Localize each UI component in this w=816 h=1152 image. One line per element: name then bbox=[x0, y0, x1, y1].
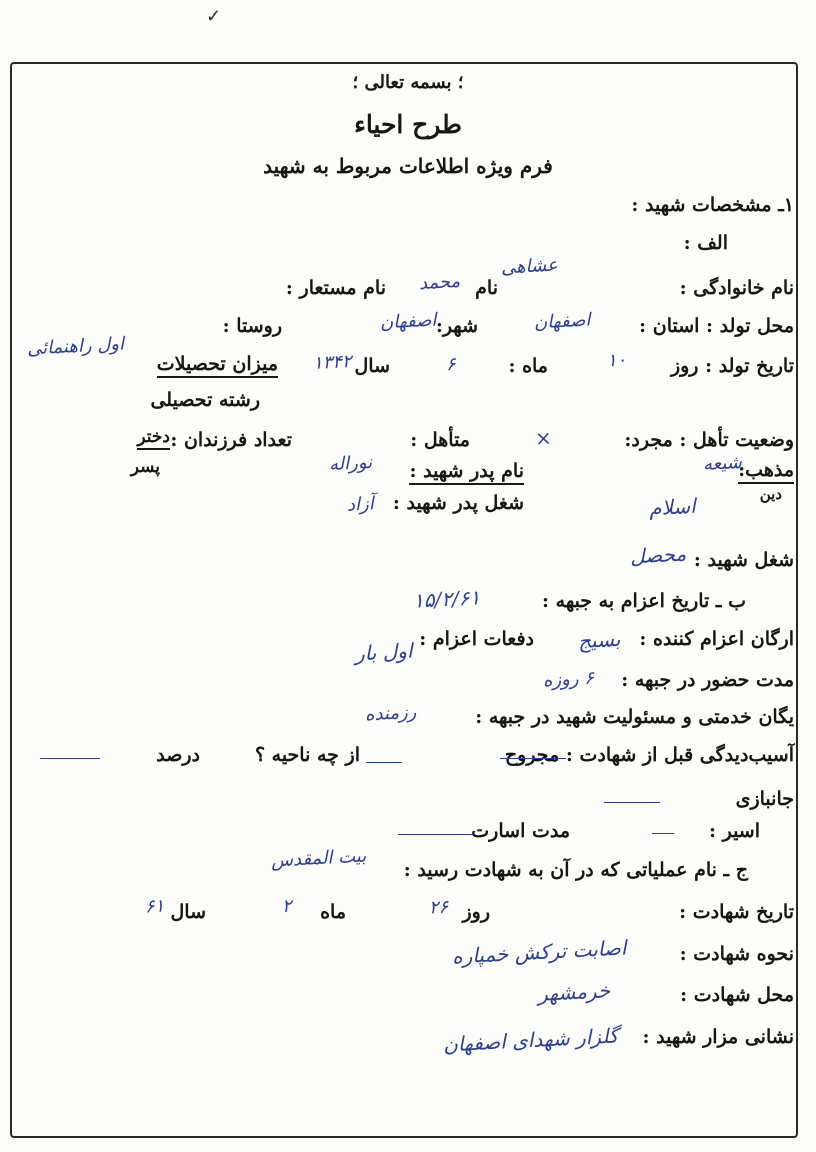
captive-dash bbox=[652, 833, 674, 834]
place-value: خرمشهر bbox=[537, 978, 611, 1006]
children-son: پسر bbox=[130, 457, 160, 477]
pseudonym-label: نام مستعار : bbox=[285, 277, 386, 299]
operation-value: بیت المقدس bbox=[270, 845, 367, 872]
dispatch-date-label: ب ـ تاریخ اعزام به جبهه : bbox=[542, 590, 746, 612]
first-name-label: نام bbox=[475, 277, 498, 299]
dispatch-count-value: اول بار bbox=[353, 638, 413, 666]
family-name-value: عشاهی bbox=[500, 254, 559, 279]
education-label: میزان تحصیلات bbox=[157, 355, 278, 378]
family-name-label: نام خانوادگی : bbox=[679, 277, 794, 299]
province-value: اصفهان bbox=[533, 309, 591, 334]
martyrdom-day-label: روز bbox=[462, 901, 490, 923]
area-dash bbox=[500, 758, 566, 759]
sect-value: شیعه bbox=[702, 451, 743, 476]
form-title: طرح احیاء bbox=[354, 110, 462, 139]
grave-value: گلزار شهدای اصفهان bbox=[442, 1023, 619, 1057]
children-label: تعداد فرزندان : bbox=[170, 429, 292, 451]
unit-label: یگان خدمتی و مسئولیت شهید در جبهه : bbox=[475, 706, 794, 728]
invocation-heading: ؛ بسمه تعالی ؛ bbox=[352, 72, 464, 93]
married-label: متأهل : bbox=[410, 429, 470, 451]
grave-label: نشانی مزار شهید : bbox=[642, 1026, 794, 1048]
father-job-value: آزاد bbox=[346, 493, 375, 516]
martyrdom-year-label: سال bbox=[170, 901, 206, 923]
birth-month-value: ۶ bbox=[445, 353, 457, 376]
father-job-label: شغل پدر شهید : bbox=[392, 492, 524, 514]
dispatch-count-label: دفعات اعزام : bbox=[419, 628, 534, 650]
sect-label: مذهب: bbox=[738, 461, 794, 484]
education-value: اول راهنمائی bbox=[26, 333, 125, 360]
captive-label: اسیر : bbox=[708, 820, 760, 842]
birth-year-value: ۱۳۴۲ bbox=[312, 351, 353, 374]
occupation-value: محصل bbox=[629, 541, 687, 569]
prior-injury-label: آسیب‌دیدگی قبل از شهادت : مجروح bbox=[504, 744, 794, 766]
dispatching-org-value: بسیج bbox=[577, 626, 621, 654]
percent-dash bbox=[40, 758, 100, 759]
manner-label: نحوه شهادت : bbox=[679, 943, 794, 965]
children-daughter: دختر bbox=[137, 429, 170, 450]
captivity-duration-label: مدت اسارت bbox=[471, 820, 570, 842]
single-check: × bbox=[534, 425, 553, 451]
front-duration-label: مدت حضور در جبهه : bbox=[621, 669, 794, 691]
father-name-label: نام پدر شهید : bbox=[409, 462, 524, 485]
manner-value: اصابت ترکش خمپاره bbox=[451, 935, 627, 969]
place-label: محل شهادت : bbox=[680, 984, 794, 1006]
marital-status-label: وضعیت تأهل : مجرد: bbox=[624, 429, 794, 451]
field-of-study-label: رشته تحصیلی bbox=[150, 389, 260, 411]
birth-year-label: سال bbox=[354, 355, 390, 377]
corner-check-mark: ✓ bbox=[206, 6, 222, 27]
martyrdom-month-label: ماه bbox=[320, 901, 346, 923]
birthplace-label: محل تولد : استان : bbox=[639, 315, 794, 337]
first-name-value: محمد bbox=[418, 270, 461, 295]
martyrdom-day-value: ۲۶ bbox=[428, 896, 449, 919]
city-label: شهر: bbox=[435, 315, 478, 337]
percent-label: درصد bbox=[156, 744, 200, 766]
front-duration-value: ۶ روزه bbox=[542, 667, 595, 692]
birthdate-label: تاریخ تولد : روز bbox=[670, 355, 794, 377]
part-a-label: الف : bbox=[683, 232, 728, 254]
operation-label: ج ـ نام عملیاتی که در آن به شهادت رسید : bbox=[403, 859, 748, 881]
dispatching-org-label: ارگان اعزام کننده : bbox=[639, 628, 794, 650]
city-value: اصفهان bbox=[379, 309, 437, 334]
dispatch-date-value: ۱۵/۲/۶۱ bbox=[412, 585, 481, 613]
religion-label: دین bbox=[759, 485, 782, 503]
village-label: روستا : bbox=[222, 315, 282, 337]
occupation-label: شغل شهید : bbox=[693, 549, 794, 571]
veteran-label: جانبازی bbox=[735, 788, 794, 810]
birth-month-label: ماه : bbox=[508, 355, 548, 377]
form-subtitle: فرم ویژه اطلاعات مربوط به شهید bbox=[263, 154, 553, 178]
religion-value: اسلام bbox=[648, 493, 697, 521]
prior-injury-dash bbox=[366, 762, 402, 763]
unit-value: رزمنده bbox=[364, 701, 417, 726]
veteran-dash bbox=[604, 802, 660, 803]
which-area-label: از چه ناحیه ؟ bbox=[254, 744, 360, 766]
captivity-dash bbox=[398, 834, 474, 835]
martyrdom-year-value: ۶۱ bbox=[144, 895, 165, 918]
birth-day-value: ۱۰ bbox=[606, 349, 627, 372]
father-name-value: نوراله bbox=[328, 451, 373, 476]
section-heading: ۱ـ مشخصات شهید : bbox=[631, 194, 794, 216]
martyrdom-month-value: ۲ bbox=[281, 895, 293, 918]
martyrdom-date-label: تاریخ شهادت : bbox=[679, 901, 794, 923]
